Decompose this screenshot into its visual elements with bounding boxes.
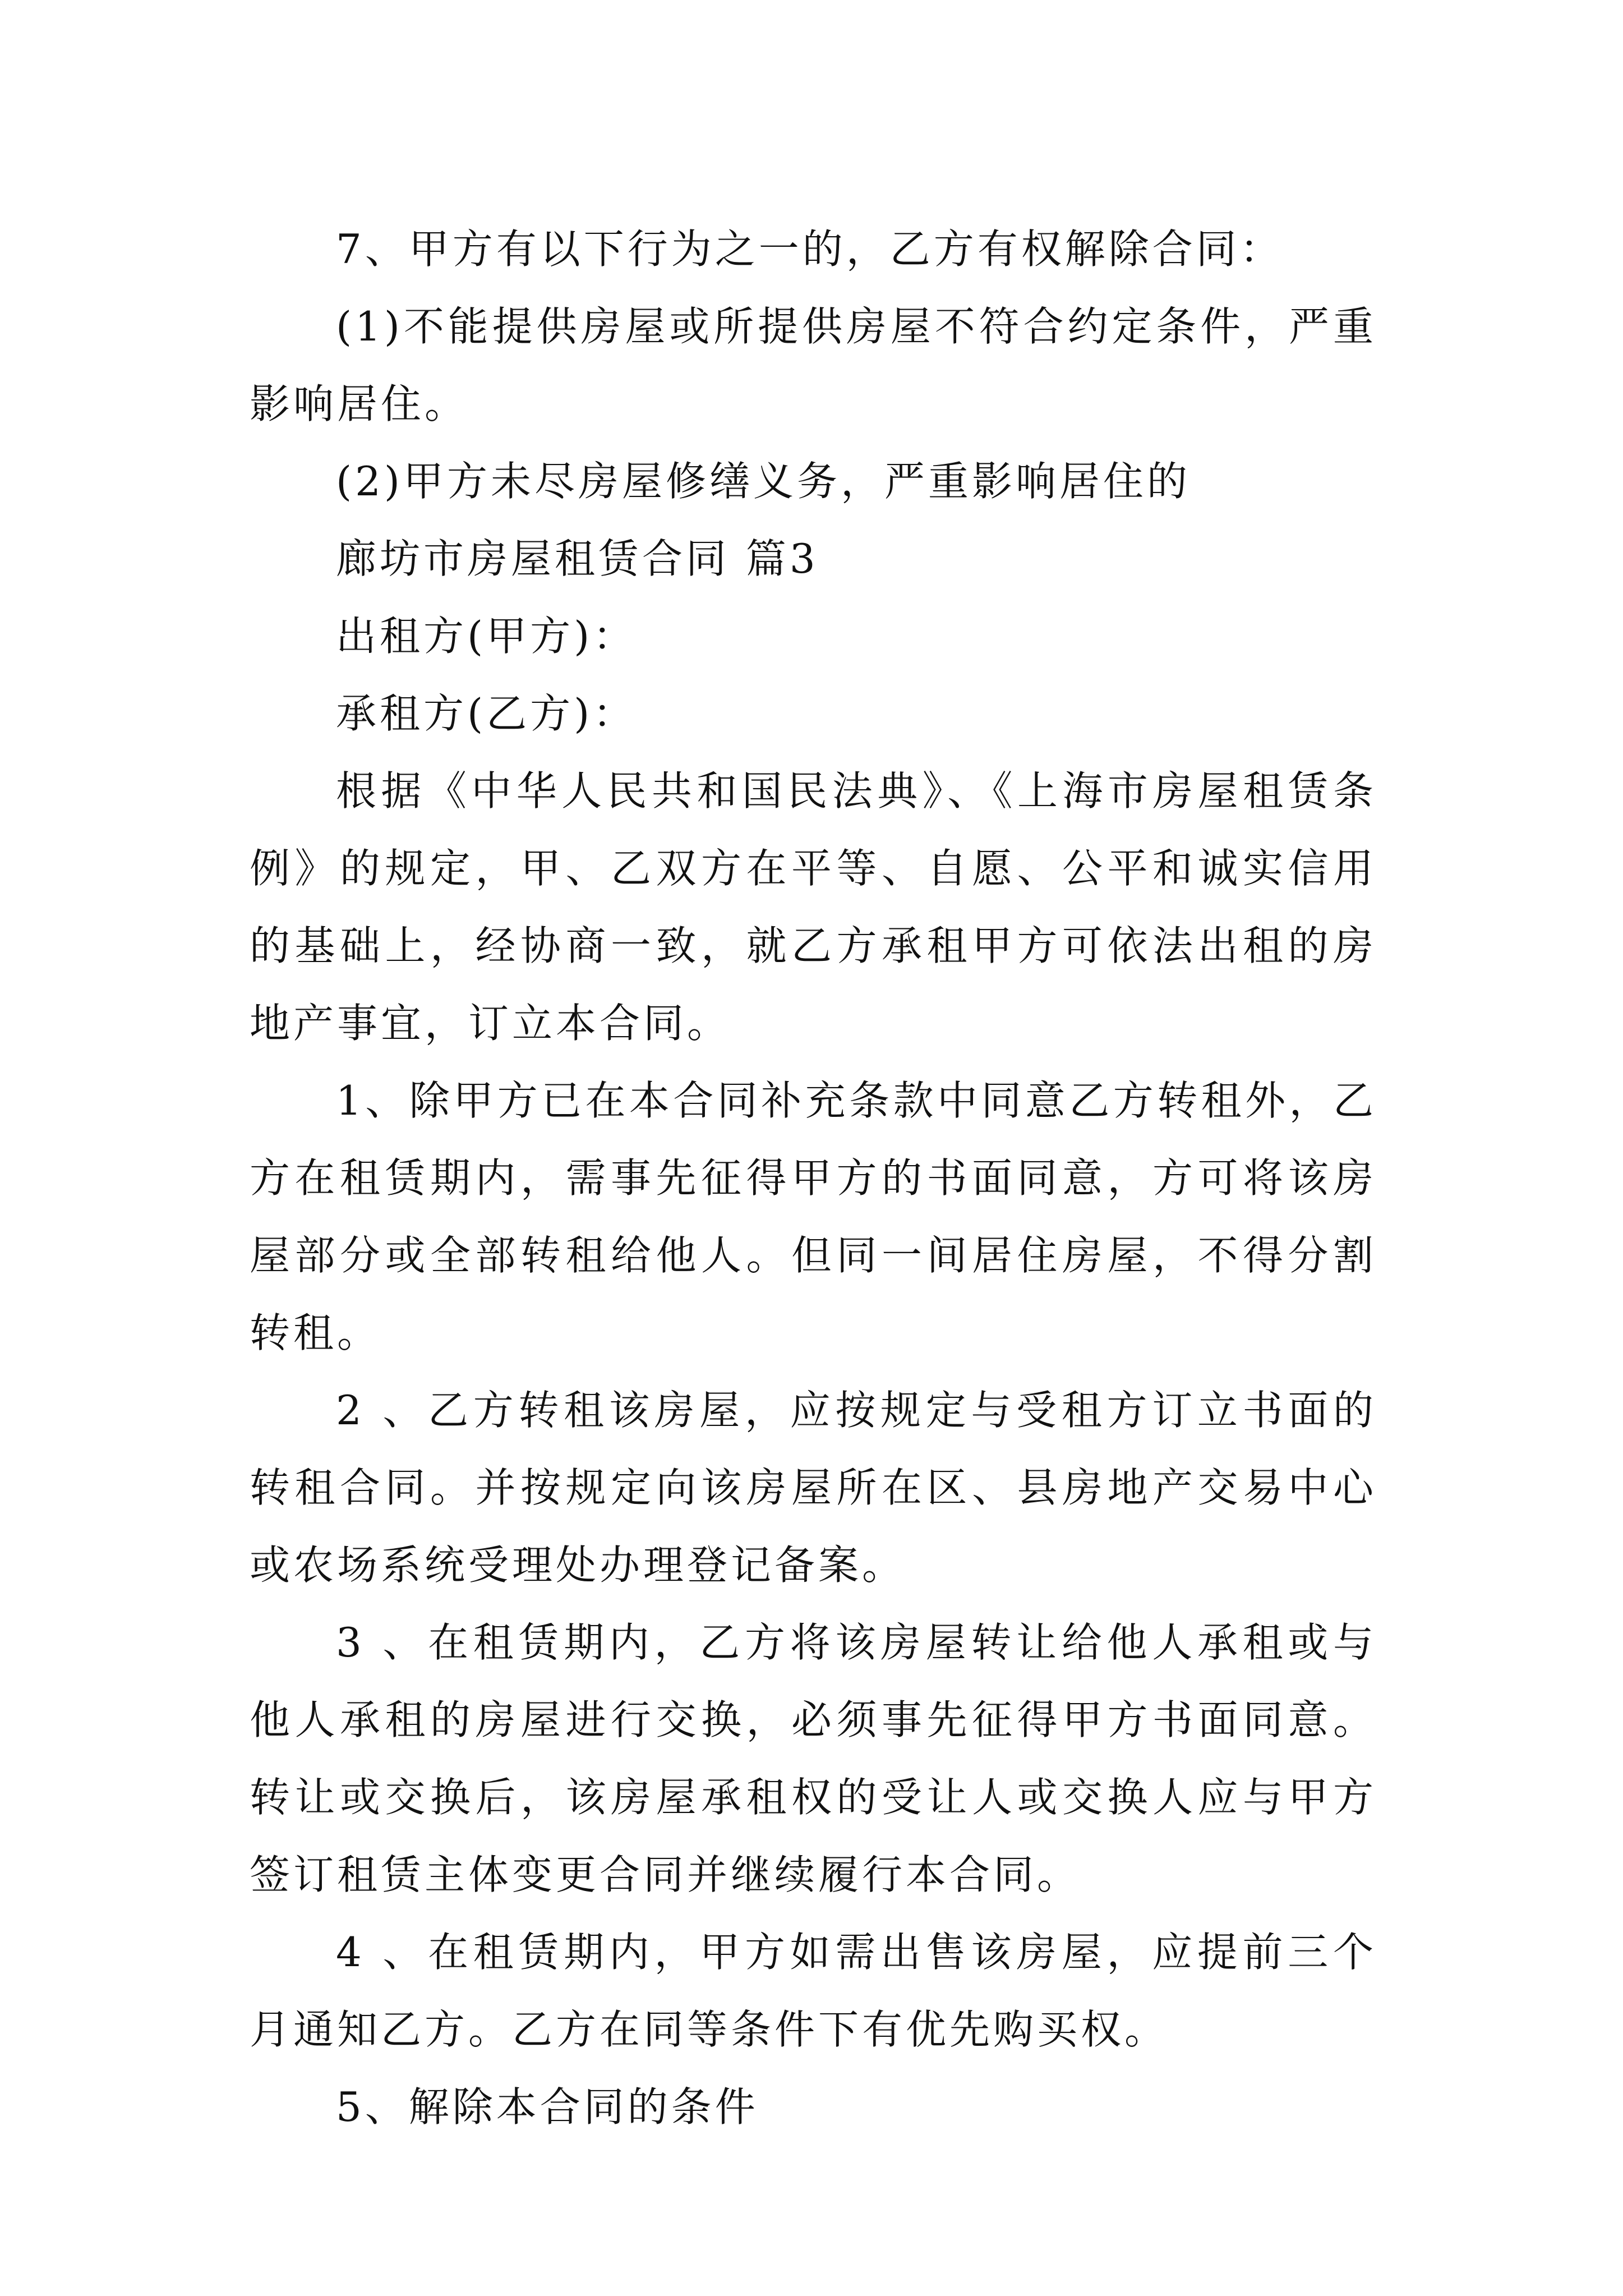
paragraph-clause-7-item-2: (2)甲方未尽房屋修缮义务，严重影响居住的 [336, 458, 1191, 505]
paragraph-clause-5: 5、解除本合同的条件 [336, 2083, 759, 2131]
paragraph-clause-1: 1、除甲方已在本合同补充条款中同意乙方转租外，乙方在租赁期内，需事先征得甲方的书面同意，方可将该房屋部分或全部转租给他人。但同一间居住房屋，不得分割转租。 [250, 1077, 1377, 1356]
lessee-line: 承租方(乙方)： [336, 690, 637, 737]
section-title: 廊坊市房屋租赁合同 篇3 [336, 535, 819, 582]
paragraph-clause-7-item-1: (1)不能提供房屋或所提供房屋不符合约定条件，严重影响居住。 [250, 303, 1377, 427]
paragraph-clause-3: 3 、在租赁期内，乙方将该房屋转让给他人承租或与他人承租的房屋进行交换，必须事先征得甲方书面同意。转让或交换后，该房屋承租权的受让人或交换人应与甲方签订租赁主体变更合同并继续履行本合同。 [250, 1619, 1377, 1898]
paragraph-clause-7: 7、甲方有以下行为之一的，乙方有权解除合同： [336, 226, 1284, 273]
paragraph-clause-4: 4 、在租赁期内，甲方如需出售该房屋，应提前三个月通知乙方。乙方在同等条件下有优先购买权。 [250, 1929, 1377, 2053]
paragraph-clause-2: 2 、乙方转租该房屋，应按规定与受租方订立书面的转租合同。并按规定向该房屋所在区、县房地产交易中心或农场系统受理处办理登记备案。 [250, 1387, 1377, 1589]
document-body [250, 210, 1377, 2146]
paragraph-preamble: 根据《中华人民共和国民法典》、《上海市房屋租赁条例》的规定，甲、乙双方在平等、自愿、公平和诚实信用的基础上，经协商一致，就乙方承租甲方可依法出租的房地产事宜，订立本合同。 [250, 767, 1377, 1047]
lessor-line: 出租方(甲方)： [336, 613, 637, 660]
